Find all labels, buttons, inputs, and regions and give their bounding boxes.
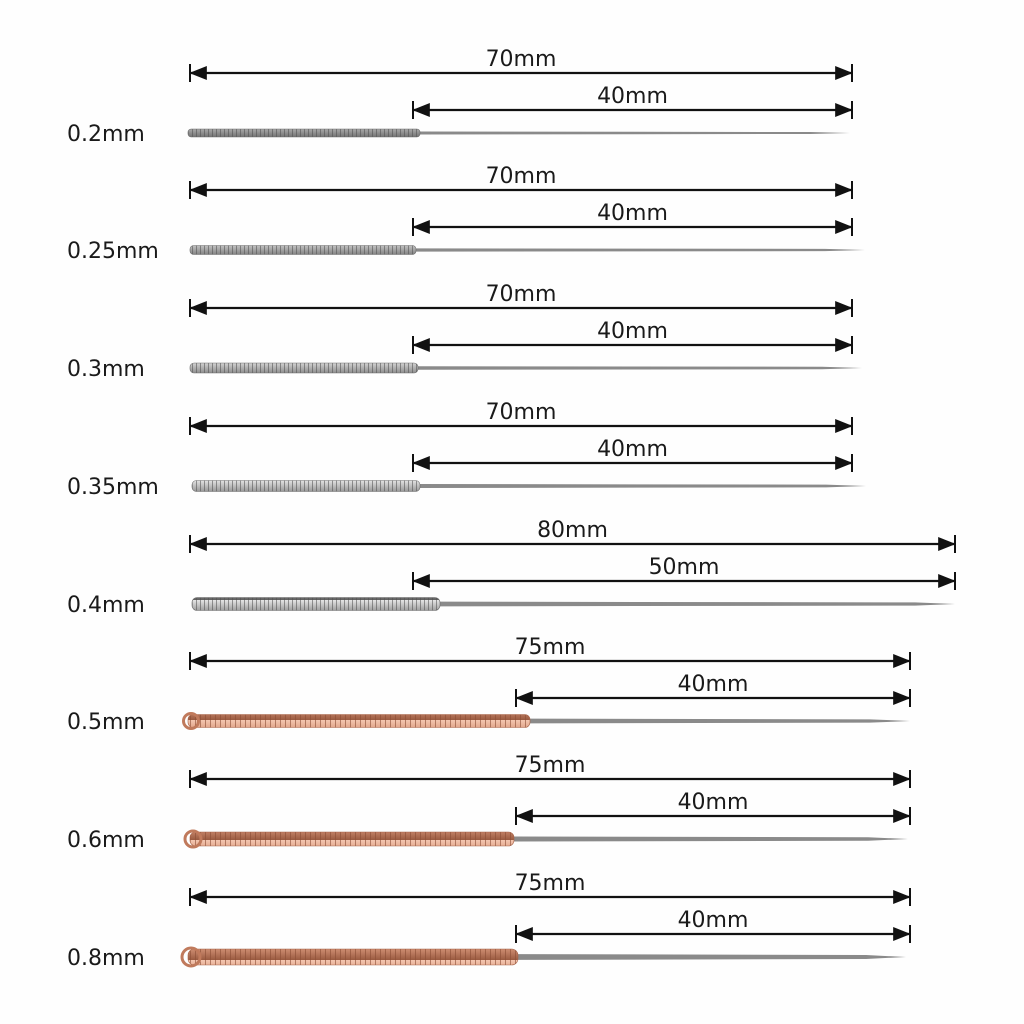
- shaft-length-dimension: [413, 84, 852, 119]
- shaft-length-dimension: [413, 555, 955, 590]
- needle-shaft: [418, 366, 862, 370]
- shaft-length-dimension-label: 40mm: [597, 201, 668, 226]
- needle-shaft: [420, 484, 866, 488]
- total-length-dimension-label: 70mm: [485, 164, 557, 189]
- needle-row: [67, 400, 866, 500]
- copper-coil-handle: [188, 949, 518, 965]
- gauge-label: 0.25mm: [67, 239, 159, 264]
- needle-shaft: [440, 602, 955, 607]
- copper-coil-handle: [190, 832, 514, 846]
- total-length-dimension-label: 75mm: [514, 871, 586, 896]
- needle-shaft: [416, 248, 865, 251]
- needle-shaft: [530, 719, 910, 724]
- steel-coil-handle: [190, 246, 416, 255]
- total-length-dimension: [190, 635, 910, 670]
- total-length-dimension: [190, 164, 852, 199]
- needle-shaft: [420, 132, 850, 135]
- needle-shaft: [518, 954, 906, 960]
- shaft-length-dimension: [413, 201, 852, 236]
- shaft-length-dimension: [413, 319, 852, 354]
- copper-coil-handle: [188, 715, 530, 728]
- shaft-length-dimension: [516, 790, 910, 825]
- total-length-dimension: [190, 871, 910, 906]
- total-length-dimension-label: 75mm: [514, 753, 586, 778]
- total-length-dimension: [190, 518, 955, 553]
- shaft-length-dimension: [516, 672, 910, 707]
- needle-row: [67, 47, 852, 147]
- shaft-length-dimension-label: 40mm: [677, 790, 749, 815]
- shaft-length-dimension: [413, 437, 852, 472]
- gauge-label: 0.8mm: [67, 946, 145, 971]
- gauge-label: 0.5mm: [67, 710, 145, 735]
- total-length-dimension-label: 75mm: [514, 635, 586, 660]
- needle-row: [67, 518, 955, 618]
- shaft-length-dimension-label: 40mm: [597, 319, 668, 344]
- shaft-length-dimension-label: 40mm: [677, 908, 749, 933]
- needle-row: [67, 635, 910, 735]
- steel-coil-handle: [190, 363, 418, 373]
- needle-row: [67, 164, 865, 264]
- total-length-dimension-label: 70mm: [485, 282, 557, 307]
- total-length-dimension: [190, 282, 852, 317]
- gauge-label: 0.6mm: [67, 828, 145, 853]
- steel-coil-handle: [192, 598, 440, 611]
- needle-shaft: [514, 836, 908, 841]
- steel-coil-handle: [188, 129, 420, 137]
- total-length-dimension: [190, 400, 852, 435]
- shaft-length-dimension: [516, 908, 910, 943]
- needle-row: [67, 871, 910, 971]
- needle-row: [67, 753, 910, 853]
- steel-coil-handle: [192, 481, 420, 492]
- gauge-label: 0.2mm: [67, 122, 145, 147]
- total-length-dimension-label: 80mm: [537, 518, 608, 543]
- total-length-dimension-label: 70mm: [485, 400, 557, 425]
- shaft-length-dimension-label: 40mm: [677, 672, 749, 697]
- shaft-length-dimension-label: 40mm: [597, 437, 668, 462]
- total-length-dimension: [190, 753, 910, 788]
- gauge-label: 0.3mm: [67, 357, 145, 382]
- total-length-dimension-label: 70mm: [485, 47, 557, 72]
- total-length-dimension: [190, 47, 852, 82]
- needle-row: [67, 282, 862, 382]
- shaft-length-dimension-label: 40mm: [597, 84, 668, 109]
- shaft-length-dimension-label: 50mm: [648, 555, 720, 580]
- gauge-label: 0.35mm: [67, 475, 159, 500]
- gauge-label: 0.4mm: [67, 593, 145, 618]
